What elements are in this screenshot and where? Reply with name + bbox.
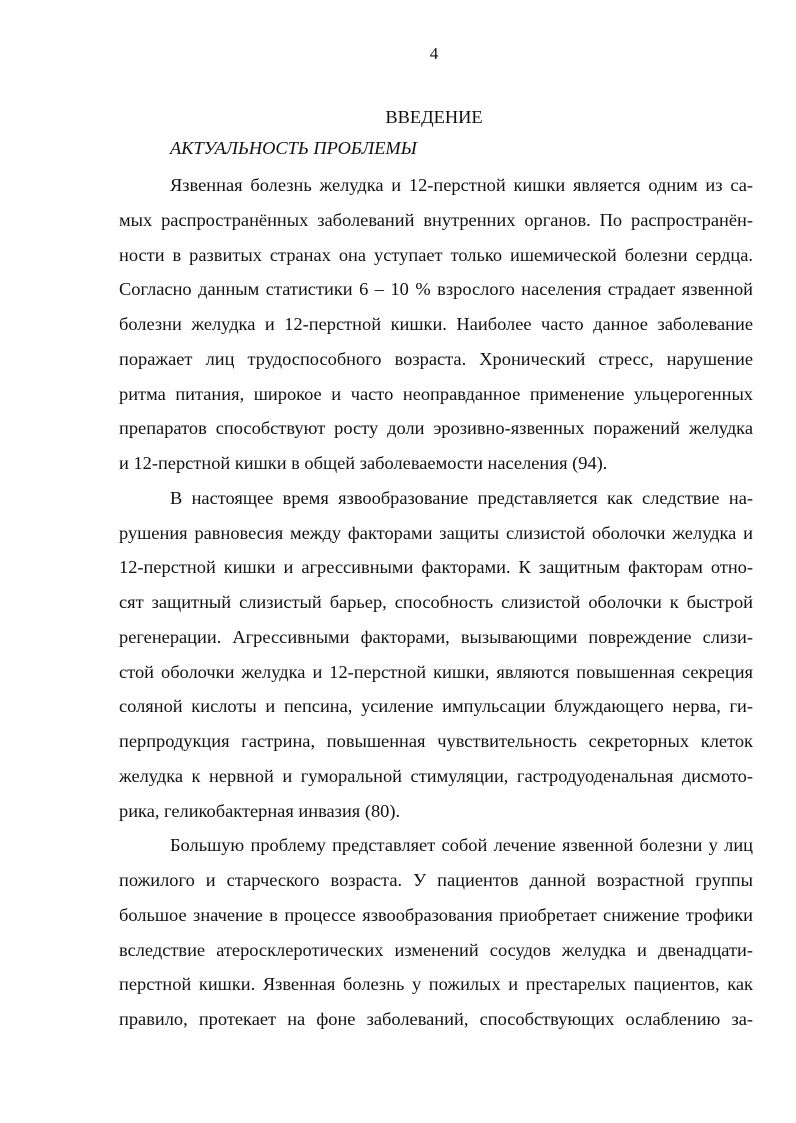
text-line: перпродукция гастрина, повышенная чувствительность секреторных клеток [119,731,753,751]
text-line: перстной кишки. Язвенная болезнь у пожилых и престарелых пациентов, как [119,974,753,994]
text-line: рушения равновесия между факторами защиты слизистой оболочки желудка и [119,523,753,543]
text-line: правило, протекает на фоне заболеваний, способствующих ослаблению за- [119,1009,753,1029]
text-line: пожилого и старческого возраста. У пациентов данной возрастной группы [119,870,753,890]
section-heading: ВВЕДЕНИЕ [385,107,483,127]
text-line: и 12-перстной кишки в общей заболеваемости населения (94). [119,453,608,473]
text-line: желудка к нервной и гуморальной стимуляции, гастродуоденальная дисмото- [119,766,753,786]
text-line: вследствие атеросклеротических изменений сосудов желудка и двенадцати- [119,940,753,960]
text-line: сят защитный слизистый барьер, способность слизистой оболочки к быстрой [119,592,753,612]
text-line: 12-перстной кишки и агрессивными факторами. К защитным факторам отно- [119,557,753,577]
text-line: мых распространённых заболеваний внутренних органов. По распространён- [119,210,753,230]
text-line: препаратов способствуют росту доли эрозивно-язвенных поражений желудка [119,418,753,438]
text-line: ритма питания, широкое и часто неоправданное применение ульцерогенных [119,384,753,404]
text-line: большое значение в процессе язвообразования приобретает снижение трофики [119,905,753,925]
text-line: поражает лиц трудоспособного возраста. Хронический стресс, нарушение [119,349,753,369]
section-subheading: АКТУАЛЬНОСТЬ ПРОБЛЕМЫ [170,138,417,158]
text-line: В настоящее время язвообразование представляется как следствие на- [170,488,753,508]
text-line: рика, геликобактерная инвазия (80). [119,801,401,821]
text-line: Согласно данным статистики 6 – 10 % взрослого населения страдает язвенной [119,279,753,299]
text-line: болезни желудка и 12-перстной кишки. Наиболее часто данное заболевание [119,314,753,334]
text-line: стой оболочки желудка и 12-перстной кишки, являются повышенная секреция [119,662,753,682]
text-line: ности в развитых странах она уступает только ишемической болезни сердца. [119,245,753,265]
page-number: 4 [429,44,439,63]
text-line: Большую проблему представляет собой лечение язвенной болезни у лиц [170,835,753,855]
text-line: регенерации. Агрессивными факторами, вызывающими повреждение слизи- [119,627,753,647]
text-line: соляной кислоты и пепсина, усиление импульсации блуждающего нерва, ги- [119,696,753,716]
text-line: Язвенная болезнь желудка и 12-перстной кишки является одним из са- [170,175,753,195]
